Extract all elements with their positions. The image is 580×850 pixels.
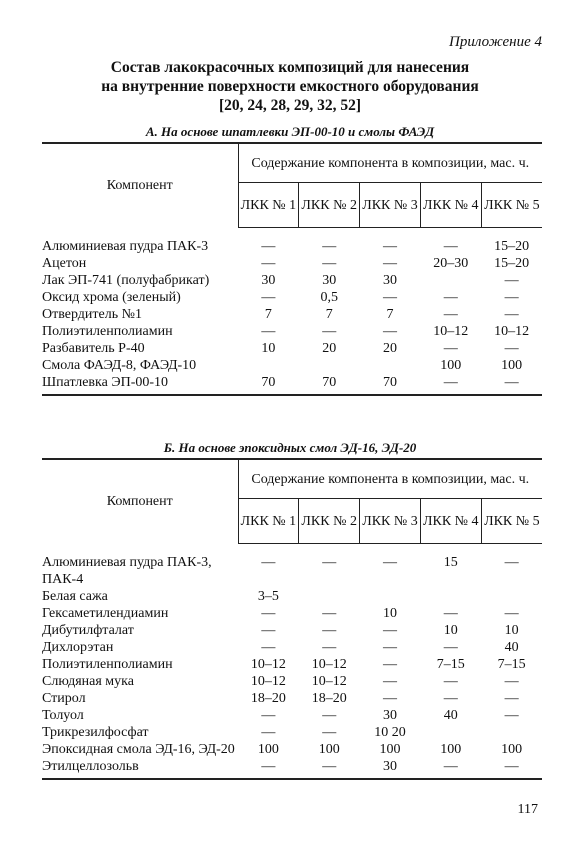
table-row — [42, 673, 542, 690]
component-value: — — [504, 606, 519, 621]
component-value: — — [382, 640, 397, 655]
component-value: 18–20 — [250, 691, 286, 706]
spacer-row — [42, 544, 542, 555]
table-row — [42, 238, 542, 255]
component-value: — — [322, 725, 337, 740]
component-value: 70 — [360, 374, 421, 395]
table-a-subtitle: А. На основе шпатлевки ЭП-00-10 и смолы ФАЭД — [145, 124, 435, 139]
component-value: — — [261, 290, 276, 305]
component-name: Полиэтиленполиамин — [42, 657, 173, 672]
component-value: — — [420, 758, 481, 779]
column-header: ЛКК № 2 — [299, 183, 360, 228]
component-name: Отвердитель №1 — [42, 307, 142, 322]
table-row — [42, 357, 542, 374]
component-value: — — [261, 708, 276, 723]
component-value: 18–20 — [311, 691, 347, 706]
column-header: ЛКК № 5 — [481, 183, 542, 228]
table-row — [42, 554, 542, 588]
table-b-subtitle: Б. На основе эпоксидных смол ЭД-16, ЭД-20 — [163, 440, 417, 455]
component-value: — — [261, 555, 276, 570]
column-header: ЛКК № 2 — [299, 499, 360, 544]
title-line-2: на внутренние поверхности емкостного оборудования — [101, 78, 479, 95]
component-value: — — [504, 555, 519, 570]
component-value: — — [299, 758, 360, 779]
table-row — [42, 306, 542, 323]
component-value — [481, 588, 542, 605]
table-b — [42, 458, 542, 780]
component-value: — — [481, 374, 542, 395]
component-name: Дихлорэтан — [42, 640, 114, 655]
column-header: ЛКК № 1 — [238, 183, 299, 228]
component-value: — — [443, 640, 458, 655]
component-value: 20 — [322, 341, 337, 356]
component-value: 30 — [382, 273, 397, 288]
component-name: Смола ФАЭД-8, ФАЭД-10 — [42, 358, 197, 373]
component-value: 20–30 — [433, 256, 469, 271]
component-value — [299, 357, 360, 374]
component-name: Алюминиевая пудра ПАК-3, ПАК-4 — [42, 555, 212, 587]
component-value: 7 — [264, 307, 272, 322]
component-name: Разбавитель Р-40 — [42, 341, 145, 356]
table-row — [42, 741, 542, 758]
component-value: — — [322, 555, 337, 570]
table-row — [42, 289, 542, 306]
component-value: — — [504, 691, 519, 706]
component-value: 10–12 — [250, 674, 286, 689]
component-value: 0,5 — [320, 290, 338, 305]
component-name: Шпатлевка ЭП-00-10 — [42, 374, 238, 395]
component-value: — — [382, 674, 397, 689]
column-header: ЛКК № 4 — [420, 183, 481, 228]
component-value: — — [382, 239, 397, 254]
column-header: ЛКК № 4 — [420, 499, 481, 544]
component-value: 30 — [360, 758, 421, 779]
component-value: 10 20 — [374, 725, 406, 740]
component-value: 3–5 — [257, 589, 279, 604]
component-value: 10–12 — [250, 657, 286, 672]
component-value — [238, 357, 299, 374]
component-value: — — [382, 691, 397, 706]
table-row — [42, 374, 542, 395]
spacer-row — [42, 228, 542, 239]
table-row — [42, 656, 542, 673]
component-name: Гексаметилендиамин — [42, 606, 169, 621]
component-value: 100 — [440, 742, 462, 757]
table-row — [42, 724, 542, 741]
component-value: 15–20 — [494, 256, 530, 271]
component-header: Компонент — [42, 143, 238, 228]
component-value: — — [504, 273, 519, 288]
table-row — [42, 707, 542, 724]
component-value: — — [261, 623, 276, 638]
component-value: 10–12 — [433, 324, 469, 339]
appendix-label: Приложение 4 — [449, 34, 542, 50]
component-name: Лак ЭП-741 (полуфабрикат) — [42, 273, 210, 288]
component-value: — — [443, 606, 458, 621]
component-value: — — [382, 555, 397, 570]
component-value — [360, 588, 421, 605]
component-value: — — [322, 708, 337, 723]
component-value — [360, 357, 421, 374]
component-value: 10 — [504, 623, 519, 638]
page-number: 117 — [517, 802, 538, 817]
table-a — [42, 142, 542, 396]
component-value — [420, 588, 481, 605]
content-header: Содержание компонента в композиции, мас. ч. — [238, 459, 542, 499]
component-value — [420, 272, 481, 289]
component-value: 40 — [443, 708, 458, 723]
component-value: — — [481, 758, 542, 779]
spacer-cell — [42, 544, 542, 555]
component-value: 10–12 — [494, 324, 530, 339]
component-value: 70 — [238, 374, 299, 395]
component-value: 30 — [382, 708, 397, 723]
component-value: — — [382, 256, 397, 271]
component-name: Дибутилфталат — [42, 623, 134, 638]
component-value: — — [322, 606, 337, 621]
component-name: Белая сажа — [42, 589, 108, 604]
component-value: 100 — [379, 742, 401, 757]
component-value: — — [443, 341, 458, 356]
component-value: — — [382, 290, 397, 305]
component-value: — — [322, 640, 337, 655]
component-value: — — [504, 290, 519, 305]
component-value: — — [504, 307, 519, 322]
component-value: — — [322, 623, 337, 638]
table-row — [42, 272, 542, 289]
component-name: Полиэтиленполиамин — [42, 324, 173, 339]
component-value: 10 — [382, 606, 397, 621]
component-value: — — [382, 657, 397, 672]
component-value: — — [382, 324, 397, 339]
document-title — [40, 58, 540, 115]
component-value: 7 — [325, 307, 333, 322]
component-value — [420, 724, 481, 741]
component-value: 15 — [443, 555, 458, 570]
component-value: — — [261, 606, 276, 621]
table-row — [42, 588, 542, 605]
title-line-1: Состав лакокрасочных композиций для нанесения — [110, 59, 470, 76]
spacer-cell — [42, 228, 542, 239]
table-row — [42, 758, 542, 779]
component-name: Алюминиевая пудра ПАК-3 — [42, 239, 209, 254]
component-value: — — [261, 239, 276, 254]
component-value: — — [504, 341, 519, 356]
component-value: — — [322, 256, 337, 271]
component-value: — — [261, 256, 276, 271]
component-value: 100 — [440, 358, 462, 373]
component-value: 10 — [261, 341, 276, 356]
column-header: ЛКК № 3 — [360, 499, 421, 544]
component-value: — — [504, 674, 519, 689]
component-value: — — [504, 708, 519, 723]
component-name: Оксид хрома (зеленый) — [42, 290, 181, 305]
component-value: 100 — [257, 742, 279, 757]
component-value: — — [261, 640, 276, 655]
component-value: — — [443, 239, 458, 254]
component-name: Эпоксидная смола ЭД-16, ЭД-20 — [42, 742, 235, 757]
title-refs: [20, 24, 28, 29, 32, 52] — [218, 97, 362, 114]
component-name: Трикрезилфосфат — [42, 725, 149, 740]
component-value: 7–15 — [497, 657, 526, 672]
component-value: 100 — [318, 742, 340, 757]
table-row — [42, 323, 542, 340]
column-header: ЛКК № 5 — [481, 499, 542, 544]
table-row — [42, 690, 542, 707]
content-header: Содержание компонента в композиции, мас. ч. — [238, 143, 542, 183]
table-row — [42, 605, 542, 622]
component-value: 100 — [501, 742, 523, 757]
component-value: — — [322, 324, 337, 339]
component-value: 40 — [504, 640, 519, 655]
component-value: — — [238, 758, 299, 779]
component-value: 15–20 — [494, 239, 530, 254]
component-value: 30 — [261, 273, 276, 288]
table-row — [42, 622, 542, 639]
component-value: — — [382, 623, 397, 638]
component-value: 10 — [443, 623, 458, 638]
component-value: 30 — [322, 273, 337, 288]
component-value: — — [443, 307, 458, 322]
component-header: Компонент — [42, 459, 238, 544]
component-name: Этилцеллозольв — [42, 758, 238, 779]
component-value: — — [322, 239, 337, 254]
component-value: 7 — [386, 307, 394, 322]
table-row — [42, 639, 542, 656]
component-name: Толуол — [42, 708, 84, 723]
component-name: Слюдяная мука — [42, 674, 134, 689]
component-name: Ацетон — [42, 256, 87, 271]
component-value: 100 — [501, 358, 523, 373]
component-value: 7–15 — [436, 657, 465, 672]
component-value: 10–12 — [311, 657, 347, 672]
component-value: — — [420, 374, 481, 395]
component-name: Стирол — [42, 691, 86, 706]
component-value — [481, 724, 542, 741]
table-row — [42, 340, 542, 357]
component-value: — — [443, 691, 458, 706]
component-value: — — [443, 290, 458, 305]
component-value: — — [443, 674, 458, 689]
component-value: — — [261, 324, 276, 339]
column-header: ЛКК № 1 — [238, 499, 299, 544]
component-value: 10–12 — [311, 674, 347, 689]
component-value: 20 — [382, 341, 397, 356]
component-value: 70 — [299, 374, 360, 395]
table-row — [42, 255, 542, 272]
component-value: — — [261, 725, 276, 740]
component-value — [299, 588, 360, 605]
column-header: ЛКК № 3 — [360, 183, 421, 228]
